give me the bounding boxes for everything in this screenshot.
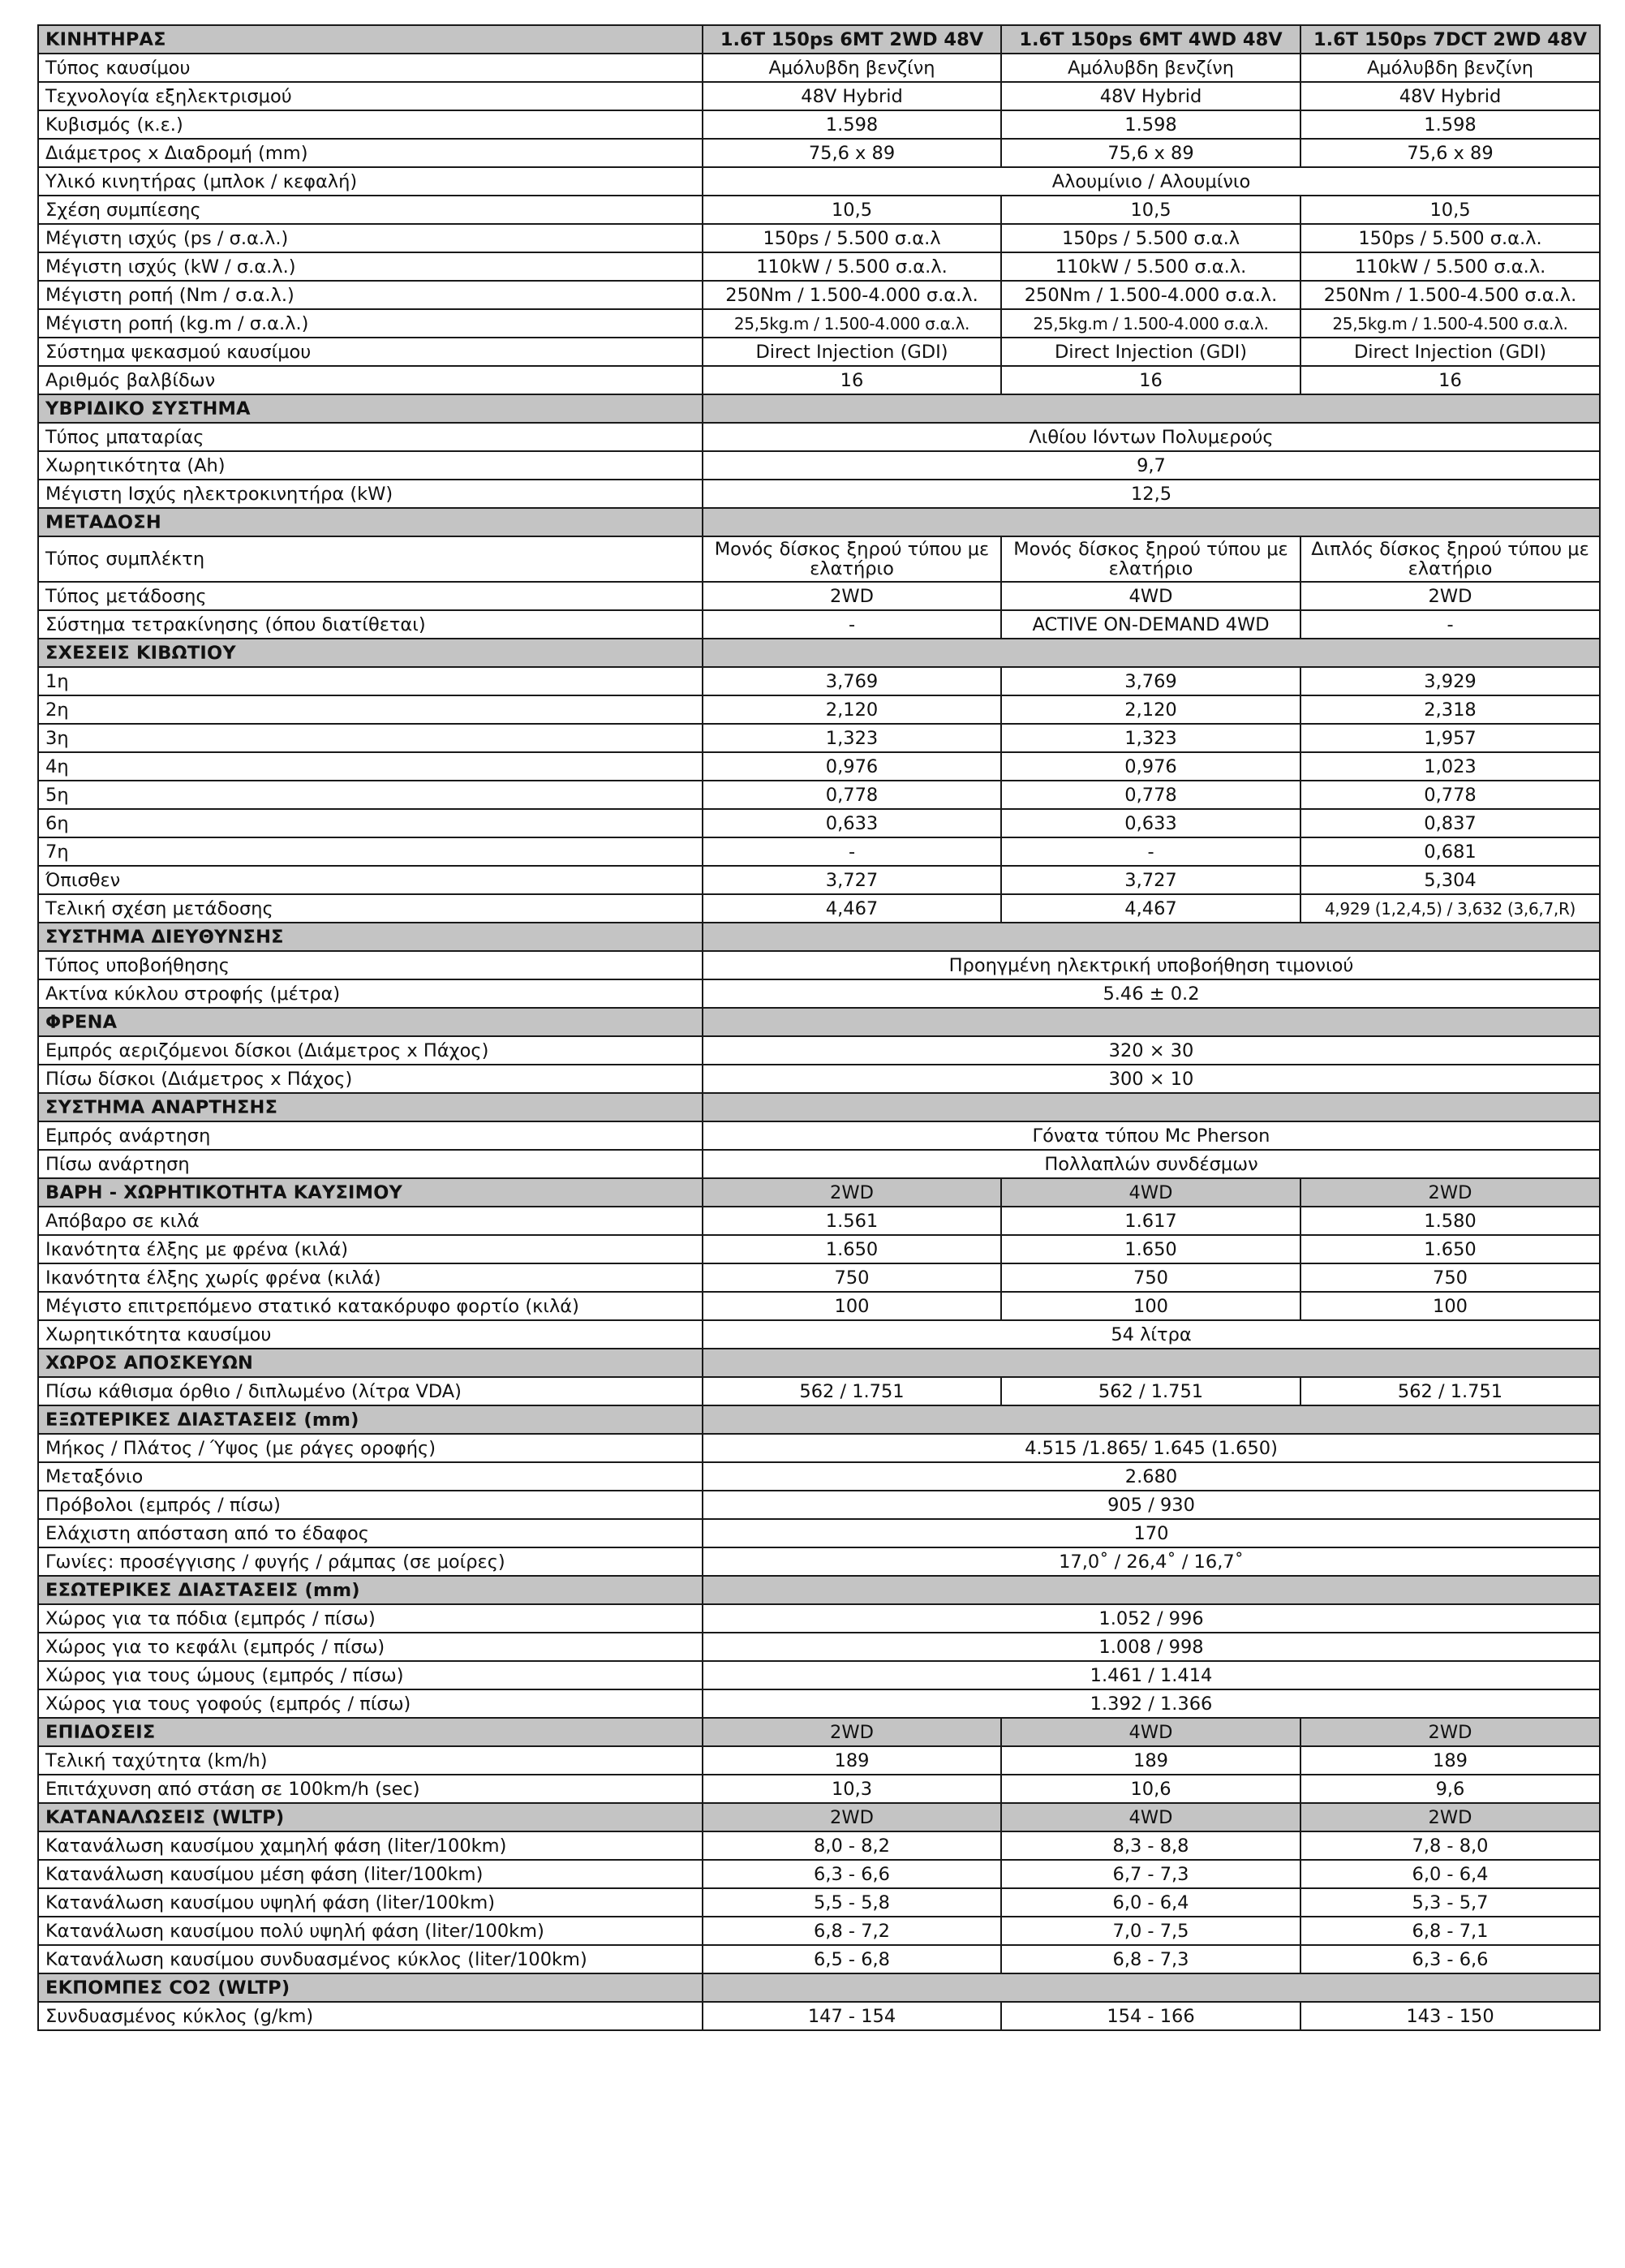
spec-value: 562 / 1.751 (703, 1377, 1001, 1405)
section-header-fill (703, 1349, 1600, 1377)
spec-value: 150ps / 5.500 σ.α.λ (703, 224, 1001, 252)
spec-value: 0,778 (1300, 781, 1600, 809)
spec-value: 3,727 (703, 866, 1001, 894)
spec-value-merged: 1.461 / 1.414 (703, 1661, 1600, 1689)
spec-label: Τύπος συμπλέκτη (38, 536, 703, 582)
spec-row (38, 866, 1600, 894)
spec-label: Πρόβολοι (εμπρός / πίσω) (38, 1491, 703, 1519)
spec-row (38, 366, 1600, 394)
spec-label: Σύστημα ψεκασμού καυσίμου (38, 338, 703, 366)
section-title: ΒΑΡΗ - ΧΩΡΗΤΙΚΟΤΗΤΑ ΚΑΥΣΙΜΟΥ (38, 1178, 703, 1207)
spec-value: 750 (703, 1263, 1001, 1292)
spec-value: - (703, 837, 1001, 866)
spec-label: Σχέση συμπίεσης (38, 196, 703, 224)
spec-value: 110kW / 5.500 σ.α.λ. (703, 252, 1001, 281)
section-header-row (38, 1349, 1600, 1377)
section-header-row (38, 1093, 1600, 1121)
spec-row (38, 196, 1600, 224)
spec-value: 1,323 (703, 724, 1001, 752)
section-header-row (38, 508, 1600, 536)
spec-value: 562 / 1.751 (1300, 1377, 1600, 1405)
section-title: ΥΒΡΙΔΙΚΟ ΣΥΣΤΗΜΑ (38, 394, 703, 423)
section-header-row (38, 1008, 1600, 1036)
spec-value: 2WD (703, 582, 1001, 610)
section-header-row (38, 25, 1600, 54)
spec-row (38, 1860, 1600, 1888)
spec-value: 6,3 - 6,6 (1300, 1945, 1600, 1973)
spec-value: 10,5 (703, 196, 1001, 224)
spec-value: 3,727 (1001, 866, 1300, 894)
spec-value: 10,5 (1300, 196, 1600, 224)
spec-value: 1.598 (1300, 110, 1600, 139)
spec-value: 5,304 (1300, 866, 1600, 894)
spec-value: 100 (1001, 1292, 1300, 1320)
spec-row (38, 54, 1600, 82)
spec-value: 0,976 (703, 752, 1001, 781)
spec-row (38, 1661, 1600, 1689)
spec-value: 1,023 (1300, 752, 1600, 781)
spec-value-merged: 1.052 / 996 (703, 1604, 1600, 1633)
spec-row (38, 837, 1600, 866)
spec-row (38, 1235, 1600, 1263)
spec-row (38, 1263, 1600, 1292)
spec-value-merged: Προηγμένη ηλεκτρική υποβοήθηση τιμονιού (703, 951, 1600, 979)
section-title: ΣΥΣΤΗΜΑ ΔΙΕΥΘΥΝΣΗΣ (38, 923, 703, 951)
spec-value: 154 - 166 (1001, 2002, 1300, 2030)
spec-row (38, 139, 1600, 167)
spec-label: Τύπος καυσίμου (38, 54, 703, 82)
spec-value: 6,0 - 6,4 (1001, 1888, 1300, 1917)
spec-label: Κατανάλωση καυσίμου υψηλή φάση (liter/100km) (38, 1888, 703, 1917)
spec-value: Διπλός δίσκος ξηρού τύπου με ελατήριο (1300, 536, 1600, 582)
spec-label: Όπισθεν (38, 866, 703, 894)
section-title: ΧΩΡΟΣ ΑΠΟΣΚΕΥΩΝ (38, 1349, 703, 1377)
section-header-cell: 1.6T 150ps 7DCT 2WD 48V (1300, 25, 1600, 54)
section-header-row (38, 923, 1600, 951)
spec-value-merged: 12,5 (703, 480, 1600, 508)
spec-value: 0,778 (1001, 781, 1300, 809)
spec-label: Υλικό κινητήρας (μπλοκ / κεφαλή) (38, 167, 703, 196)
spec-value: 3,929 (1300, 667, 1600, 695)
spec-row (38, 667, 1600, 695)
spec-label: Πίσω ανάρτηση (38, 1150, 703, 1178)
spec-label: Χωρητικότητα καυσίμου (38, 1320, 703, 1349)
spec-value: 6,0 - 6,4 (1300, 1860, 1600, 1888)
spec-row (38, 110, 1600, 139)
spec-value: 189 (1001, 1746, 1300, 1775)
spec-row (38, 1121, 1600, 1150)
section-title: ΣΧΕΣΕΙΣ ΚΙΒΩΤΙΟΥ (38, 639, 703, 667)
spec-row (38, 1491, 1600, 1519)
spec-label: Μέγιστο επιτρεπόμενο στατικό κατακόρυφο φορτίο (κιλά) (38, 1292, 703, 1320)
spec-value: 6,7 - 7,3 (1001, 1860, 1300, 1888)
spec-row (38, 724, 1600, 752)
spec-value-merged: 54 λίτρα (703, 1320, 1600, 1349)
section-header-fill (703, 923, 1600, 951)
spec-value: 150ps / 5.500 σ.α.λ (1001, 224, 1300, 252)
section-header-fill (703, 1576, 1600, 1604)
spec-label: Διάμετρος x Διαδρομή (mm) (38, 139, 703, 167)
spec-value: Direct Injection (GDI) (703, 338, 1001, 366)
spec-value: 1.561 (703, 1207, 1001, 1235)
section-header-cell: 2WD (1300, 1178, 1600, 1207)
section-header-row (38, 1718, 1600, 1746)
section-title: ΚΑΤΑΝΑΛΩΣΕΙΣ (WLTP) (38, 1803, 703, 1831)
spec-value: 25,5kg.m / 1.500-4.500 σ.α.λ. (1300, 309, 1600, 338)
section-header-row (38, 1803, 1600, 1831)
spec-value: 750 (1001, 1263, 1300, 1292)
spec-row (38, 281, 1600, 309)
spec-value: 562 / 1.751 (1001, 1377, 1300, 1405)
spec-row (38, 1888, 1600, 1917)
spec-row (38, 1604, 1600, 1633)
spec-label: Μέγιστη ροπή (kg.m / σ.α.λ.) (38, 309, 703, 338)
spec-row (38, 1775, 1600, 1803)
spec-value: 110kW / 5.500 σ.α.λ. (1300, 252, 1600, 281)
spec-label: Πίσω κάθισμα όρθιο / διπλωμένο (λίτρα VDA) (38, 1377, 703, 1405)
spec-row (38, 979, 1600, 1008)
spec-row (38, 1462, 1600, 1491)
spec-row (38, 309, 1600, 338)
spec-value: Direct Injection (GDI) (1001, 338, 1300, 366)
section-title: ΣΥΣΤΗΜΑ ΑΝΑΡΤΗΣΗΣ (38, 1093, 703, 1121)
spec-label: Μέγιστη Ισχύς ηλεκτροκινητήρα (kW) (38, 480, 703, 508)
spec-value-merged: Γόνατα τύπου Mc Pherson (703, 1121, 1600, 1150)
spec-value: 0,633 (703, 809, 1001, 837)
spec-value: 4WD (1001, 582, 1300, 610)
spec-row (38, 423, 1600, 451)
spec-label: Κατανάλωση καυσίμου χαμηλή φάση (liter/100km) (38, 1831, 703, 1860)
spec-value-merged: Λιθίου Ιόντων Πολυμερούς (703, 423, 1600, 451)
section-header-row (38, 1973, 1600, 2002)
spec-value: Direct Injection (GDI) (1300, 338, 1600, 366)
spec-value-merged: 170 (703, 1519, 1600, 1547)
spec-value-merged: 320 × 30 (703, 1036, 1600, 1065)
spec-value-merged: 4.515 /1.865/ 1.645 (1.650) (703, 1434, 1600, 1462)
spec-value: Αμόλυβδη βενζίνη (1300, 54, 1600, 82)
spec-value: 1.598 (1001, 110, 1300, 139)
spec-label: Χωρητικότητα (Ah) (38, 451, 703, 480)
section-title: ΕΞΩΤΕΡΙΚΕΣ ΔΙΑΣΤΑΣΕΙΣ (mm) (38, 1405, 703, 1434)
spec-label: Γωνίες: προσέγγισης / φυγής / ράμπας (σε μοίρες) (38, 1547, 703, 1576)
spec-row (38, 252, 1600, 281)
spec-value: 4,467 (703, 894, 1001, 923)
spec-value: 250Nm / 1.500-4.500 σ.α.λ. (1300, 281, 1600, 309)
spec-value: Μονός δίσκος ξηρού τύπου με ελατήριο (703, 536, 1001, 582)
spec-value: 7,8 - 8,0 (1300, 1831, 1600, 1860)
spec-label: Ακτίνα κύκλου στροφής (μέτρα) (38, 979, 703, 1008)
spec-row (38, 894, 1600, 923)
spec-label: 5η (38, 781, 703, 809)
spec-label: Εμπρός αεριζόμενοι δίσκοι (Διάμετρος x Πάχος) (38, 1036, 703, 1065)
spec-label: Τύπος μετάδοσης (38, 582, 703, 610)
spec-label: Μέγιστη ροπή (Nm / σ.α.λ.) (38, 281, 703, 309)
spec-label: Χώρος για τα πόδια (εμπρός / πίσω) (38, 1604, 703, 1633)
spec-row (38, 695, 1600, 724)
spec-label: Συνδυασμένος κύκλος (g/km) (38, 2002, 703, 2030)
spec-value: 6,5 - 6,8 (703, 1945, 1001, 1973)
spec-row (38, 1831, 1600, 1860)
section-header-cell: 4WD (1001, 1803, 1300, 1831)
spec-value: 189 (1300, 1746, 1600, 1775)
spec-label: Κατανάλωση καυσίμου πολύ υψηλή φάση (liter/100km) (38, 1917, 703, 1945)
spec-value: 16 (1300, 366, 1600, 394)
spec-row (38, 536, 1600, 582)
spec-row (38, 1746, 1600, 1775)
spec-row (38, 224, 1600, 252)
section-header-cell: 2WD (703, 1718, 1001, 1746)
spec-value: 10,5 (1001, 196, 1300, 224)
spec-value: 5,5 - 5,8 (703, 1888, 1001, 1917)
spec-value-merged: 1.008 / 998 (703, 1633, 1600, 1661)
spec-label: 1η (38, 667, 703, 695)
spec-value: 48V Hybrid (1001, 82, 1300, 110)
spec-value: 250Nm / 1.500-4.000 σ.α.λ. (703, 281, 1001, 309)
spec-value: Αμόλυβδη βενζίνη (703, 54, 1001, 82)
section-header-fill (703, 1405, 1600, 1434)
spec-value: 4,467 (1001, 894, 1300, 923)
spec-value: 5,3 - 5,7 (1300, 1888, 1600, 1917)
section-header-cell: 2WD (1300, 1718, 1600, 1746)
spec-label: 6η (38, 809, 703, 837)
spec-label: Σύστημα τετρακίνησης (όπου διατίθεται) (38, 610, 703, 639)
spec-row (38, 1150, 1600, 1178)
spec-value: - (1300, 610, 1600, 639)
spec-value: 25,5kg.m / 1.500-4.000 σ.α.λ. (1001, 309, 1300, 338)
spec-label: Αριθμός βαλβίδων (38, 366, 703, 394)
spec-value: 6,8 - 7,1 (1300, 1917, 1600, 1945)
spec-value: 9,6 (1300, 1775, 1600, 1803)
spec-value: 143 - 150 (1300, 2002, 1600, 2030)
spec-row (38, 1065, 1600, 1093)
spec-label: Τεχνολογία εξηλεκτρισμού (38, 82, 703, 110)
spec-row (38, 1917, 1600, 1945)
spec-value: 8,3 - 8,8 (1001, 1831, 1300, 1860)
specifications-body (38, 25, 1600, 2030)
spec-value: 48V Hybrid (1300, 82, 1600, 110)
spec-row (38, 1519, 1600, 1547)
spec-value: 1.598 (703, 110, 1001, 139)
spec-value: 16 (703, 366, 1001, 394)
spec-value: 100 (1300, 1292, 1600, 1320)
section-header-cell: 1.6T 150ps 6MT 4WD 48V (1001, 25, 1300, 54)
spec-row (38, 809, 1600, 837)
spec-value: 75,6 x 89 (1001, 139, 1300, 167)
spec-value: 1.650 (1300, 1235, 1600, 1263)
spec-value: 1.617 (1001, 1207, 1300, 1235)
spec-value-merged: 300 × 10 (703, 1065, 1600, 1093)
spec-value-merged: 5.46 ± 0.2 (703, 979, 1600, 1008)
spec-value: 0,976 (1001, 752, 1300, 781)
section-header-row (38, 639, 1600, 667)
spec-value-merged: 905 / 930 (703, 1491, 1600, 1519)
section-title: ΜΕΤΑΔΟΣΗ (38, 508, 703, 536)
spec-value: 8,0 - 8,2 (703, 1831, 1001, 1860)
spec-row (38, 951, 1600, 979)
section-header-fill (703, 508, 1600, 536)
spec-label: Κυβισμός (κ.ε.) (38, 110, 703, 139)
spec-label: Ικανότητα έλξης με φρένα (κιλά) (38, 1235, 703, 1263)
spec-value: 0,633 (1001, 809, 1300, 837)
spec-label: 2η (38, 695, 703, 724)
spec-label: Μήκος / Πλάτος / Ύψος (με ράγες οροφής) (38, 1434, 703, 1462)
spec-label: Μέγιστη ισχύς (kW / σ.α.λ.) (38, 252, 703, 281)
spec-label: 3η (38, 724, 703, 752)
spec-value-merged: 9,7 (703, 451, 1600, 480)
spec-label: Μεταξόνιο (38, 1462, 703, 1491)
spec-label: Τύπος υποβοήθησης (38, 951, 703, 979)
section-header-fill (703, 394, 1600, 423)
section-header-fill (703, 1973, 1600, 2002)
section-header-cell: 2WD (703, 1803, 1001, 1831)
section-title: ΕΣΩΤΕΡΙΚΕΣ ΔΙΑΣΤΑΣΕΙΣ (mm) (38, 1576, 703, 1604)
spec-value: 750 (1300, 1263, 1600, 1292)
spec-value: 75,6 x 89 (1300, 139, 1600, 167)
spec-label: Τύπος μπαταρίας (38, 423, 703, 451)
spec-row (38, 338, 1600, 366)
spec-value-merged: 17,0˚ / 26,4˚ / 16,7˚ (703, 1547, 1600, 1576)
spec-row (38, 1434, 1600, 1462)
spec-value: 1.650 (1001, 1235, 1300, 1263)
spec-row (38, 1292, 1600, 1320)
spec-value: 2,318 (1300, 695, 1600, 724)
spec-label: Χώρος για το κεφάλι (εμπρός / πίσω) (38, 1633, 703, 1661)
spec-row (38, 1689, 1600, 1718)
specifications-table (37, 24, 1601, 2031)
section-title: ΚΙΝΗΤΗΡΑΣ (38, 25, 703, 54)
section-title: ΦΡΕΝΑ (38, 1008, 703, 1036)
spec-value-merged: Πολλαπλών συνδέσμων (703, 1150, 1600, 1178)
spec-label: Χώρος για τους γοφούς (εμπρός / πίσω) (38, 1689, 703, 1718)
section-header-row (38, 1576, 1600, 1604)
spec-row (38, 781, 1600, 809)
spec-label: Κατανάλωση καυσίμου συνδυασμένος κύκλος (liter/100km) (38, 1945, 703, 1973)
spec-label: Μέγιστη ισχύς (ps / σ.α.λ.) (38, 224, 703, 252)
spec-value: 1,957 (1300, 724, 1600, 752)
spec-value: 10,6 (1001, 1775, 1300, 1803)
spec-row (38, 167, 1600, 196)
section-header-cell: 1.6T 150ps 6MT 2WD 48V (703, 25, 1001, 54)
spec-label: Επιτάχυνση από στάση σε 100km/h (sec) (38, 1775, 703, 1803)
spec-value: 2,120 (1001, 695, 1300, 724)
spec-label: Χώρος για τους ώμους (εμπρός / πίσω) (38, 1661, 703, 1689)
spec-value: 7,0 - 7,5 (1001, 1917, 1300, 1945)
spec-value: 75,6 x 89 (703, 139, 1001, 167)
spec-value: 0,778 (703, 781, 1001, 809)
spec-value: 1.580 (1300, 1207, 1600, 1235)
spec-value: 189 (703, 1746, 1001, 1775)
spec-label: Τελική ταχύτητα (km/h) (38, 1746, 703, 1775)
spec-row (38, 1207, 1600, 1235)
spec-value: 147 - 154 (703, 2002, 1001, 2030)
spec-label: 4η (38, 752, 703, 781)
section-title: ΕΠΙΔΟΣΕΙΣ (38, 1718, 703, 1746)
spec-row (38, 610, 1600, 639)
spec-value: 3,769 (1001, 667, 1300, 695)
spec-value: 25,5kg.m / 1.500-4.000 σ.α.λ. (703, 309, 1001, 338)
spec-row (38, 2002, 1600, 2030)
spec-row (38, 1320, 1600, 1349)
spec-value: 2,120 (703, 695, 1001, 724)
spec-label: Πίσω δίσκοι (Διάμετρος x Πάχος) (38, 1065, 703, 1093)
spec-row (38, 451, 1600, 480)
spec-value: Αμόλυβδη βενζίνη (1001, 54, 1300, 82)
spec-value: 150ps / 5.500 σ.α.λ. (1300, 224, 1600, 252)
spec-row (38, 1945, 1600, 1973)
spec-row (38, 752, 1600, 781)
spec-value: - (703, 610, 1001, 639)
spec-row (38, 1377, 1600, 1405)
spec-value: 1.650 (703, 1235, 1001, 1263)
spec-value: 100 (703, 1292, 1001, 1320)
spec-value: - (1001, 837, 1300, 866)
spec-value: 2WD (1300, 582, 1600, 610)
spec-value: 6,8 - 7,2 (703, 1917, 1001, 1945)
spec-row (38, 1547, 1600, 1576)
spec-label: 7η (38, 837, 703, 866)
spec-row (38, 1036, 1600, 1065)
spec-value-merged: 1.392 / 1.366 (703, 1689, 1600, 1718)
spec-value: 110kW / 5.500 σ.α.λ. (1001, 252, 1300, 281)
section-header-row (38, 1405, 1600, 1434)
spec-label: Εμπρός ανάρτηση (38, 1121, 703, 1150)
spec-value: 4,929 (1,2,4,5) / 3,632 (3,6,7,R) (1300, 894, 1600, 923)
spec-value: 6,3 - 6,6 (703, 1860, 1001, 1888)
spec-value-merged: Αλουμίνιο / Αλουμίνιο (703, 167, 1600, 196)
spec-value: 0,837 (1300, 809, 1600, 837)
spec-row (38, 480, 1600, 508)
spec-row (38, 1633, 1600, 1661)
spec-label: Ικανότητα έλξης χωρίς φρένα (κιλά) (38, 1263, 703, 1292)
spec-row (38, 582, 1600, 610)
spec-value: ACTIVE ON-DEMAND 4WD (1001, 610, 1300, 639)
section-title: ΕΚΠΟΜΠΕΣ CO2 (WLTP) (38, 1973, 703, 2002)
section-header-fill (703, 639, 1600, 667)
spec-value: 3,769 (703, 667, 1001, 695)
spec-value: 0,681 (1300, 837, 1600, 866)
spec-value: 1,323 (1001, 724, 1300, 752)
spec-value: 10,3 (703, 1775, 1001, 1803)
section-header-cell: 4WD (1001, 1718, 1300, 1746)
section-header-cell: 2WD (703, 1178, 1001, 1207)
section-header-fill (703, 1008, 1600, 1036)
spec-value: Μονός δίσκος ξηρού τύπου με ελατήριο (1001, 536, 1300, 582)
section-header-fill (703, 1093, 1600, 1121)
spec-label: Απόβαρο σε κιλά (38, 1207, 703, 1235)
section-header-row (38, 1178, 1600, 1207)
spec-value-merged: 2.680 (703, 1462, 1600, 1491)
spec-value: 16 (1001, 366, 1300, 394)
spec-label: Κατανάλωση καυσίμου μέση φάση (liter/100km) (38, 1860, 703, 1888)
spec-value: 48V Hybrid (703, 82, 1001, 110)
section-header-cell: 4WD (1001, 1178, 1300, 1207)
spec-value: 6,8 - 7,3 (1001, 1945, 1300, 1973)
spec-value: 250Nm / 1.500-4.000 σ.α.λ. (1001, 281, 1300, 309)
section-header-row (38, 394, 1600, 423)
spec-row (38, 82, 1600, 110)
spec-label: Τελική σχέση μετάδοσης (38, 894, 703, 923)
section-header-cell: 2WD (1300, 1803, 1600, 1831)
spec-label: Ελάχιστη απόσταση από το έδαφος (38, 1519, 703, 1547)
